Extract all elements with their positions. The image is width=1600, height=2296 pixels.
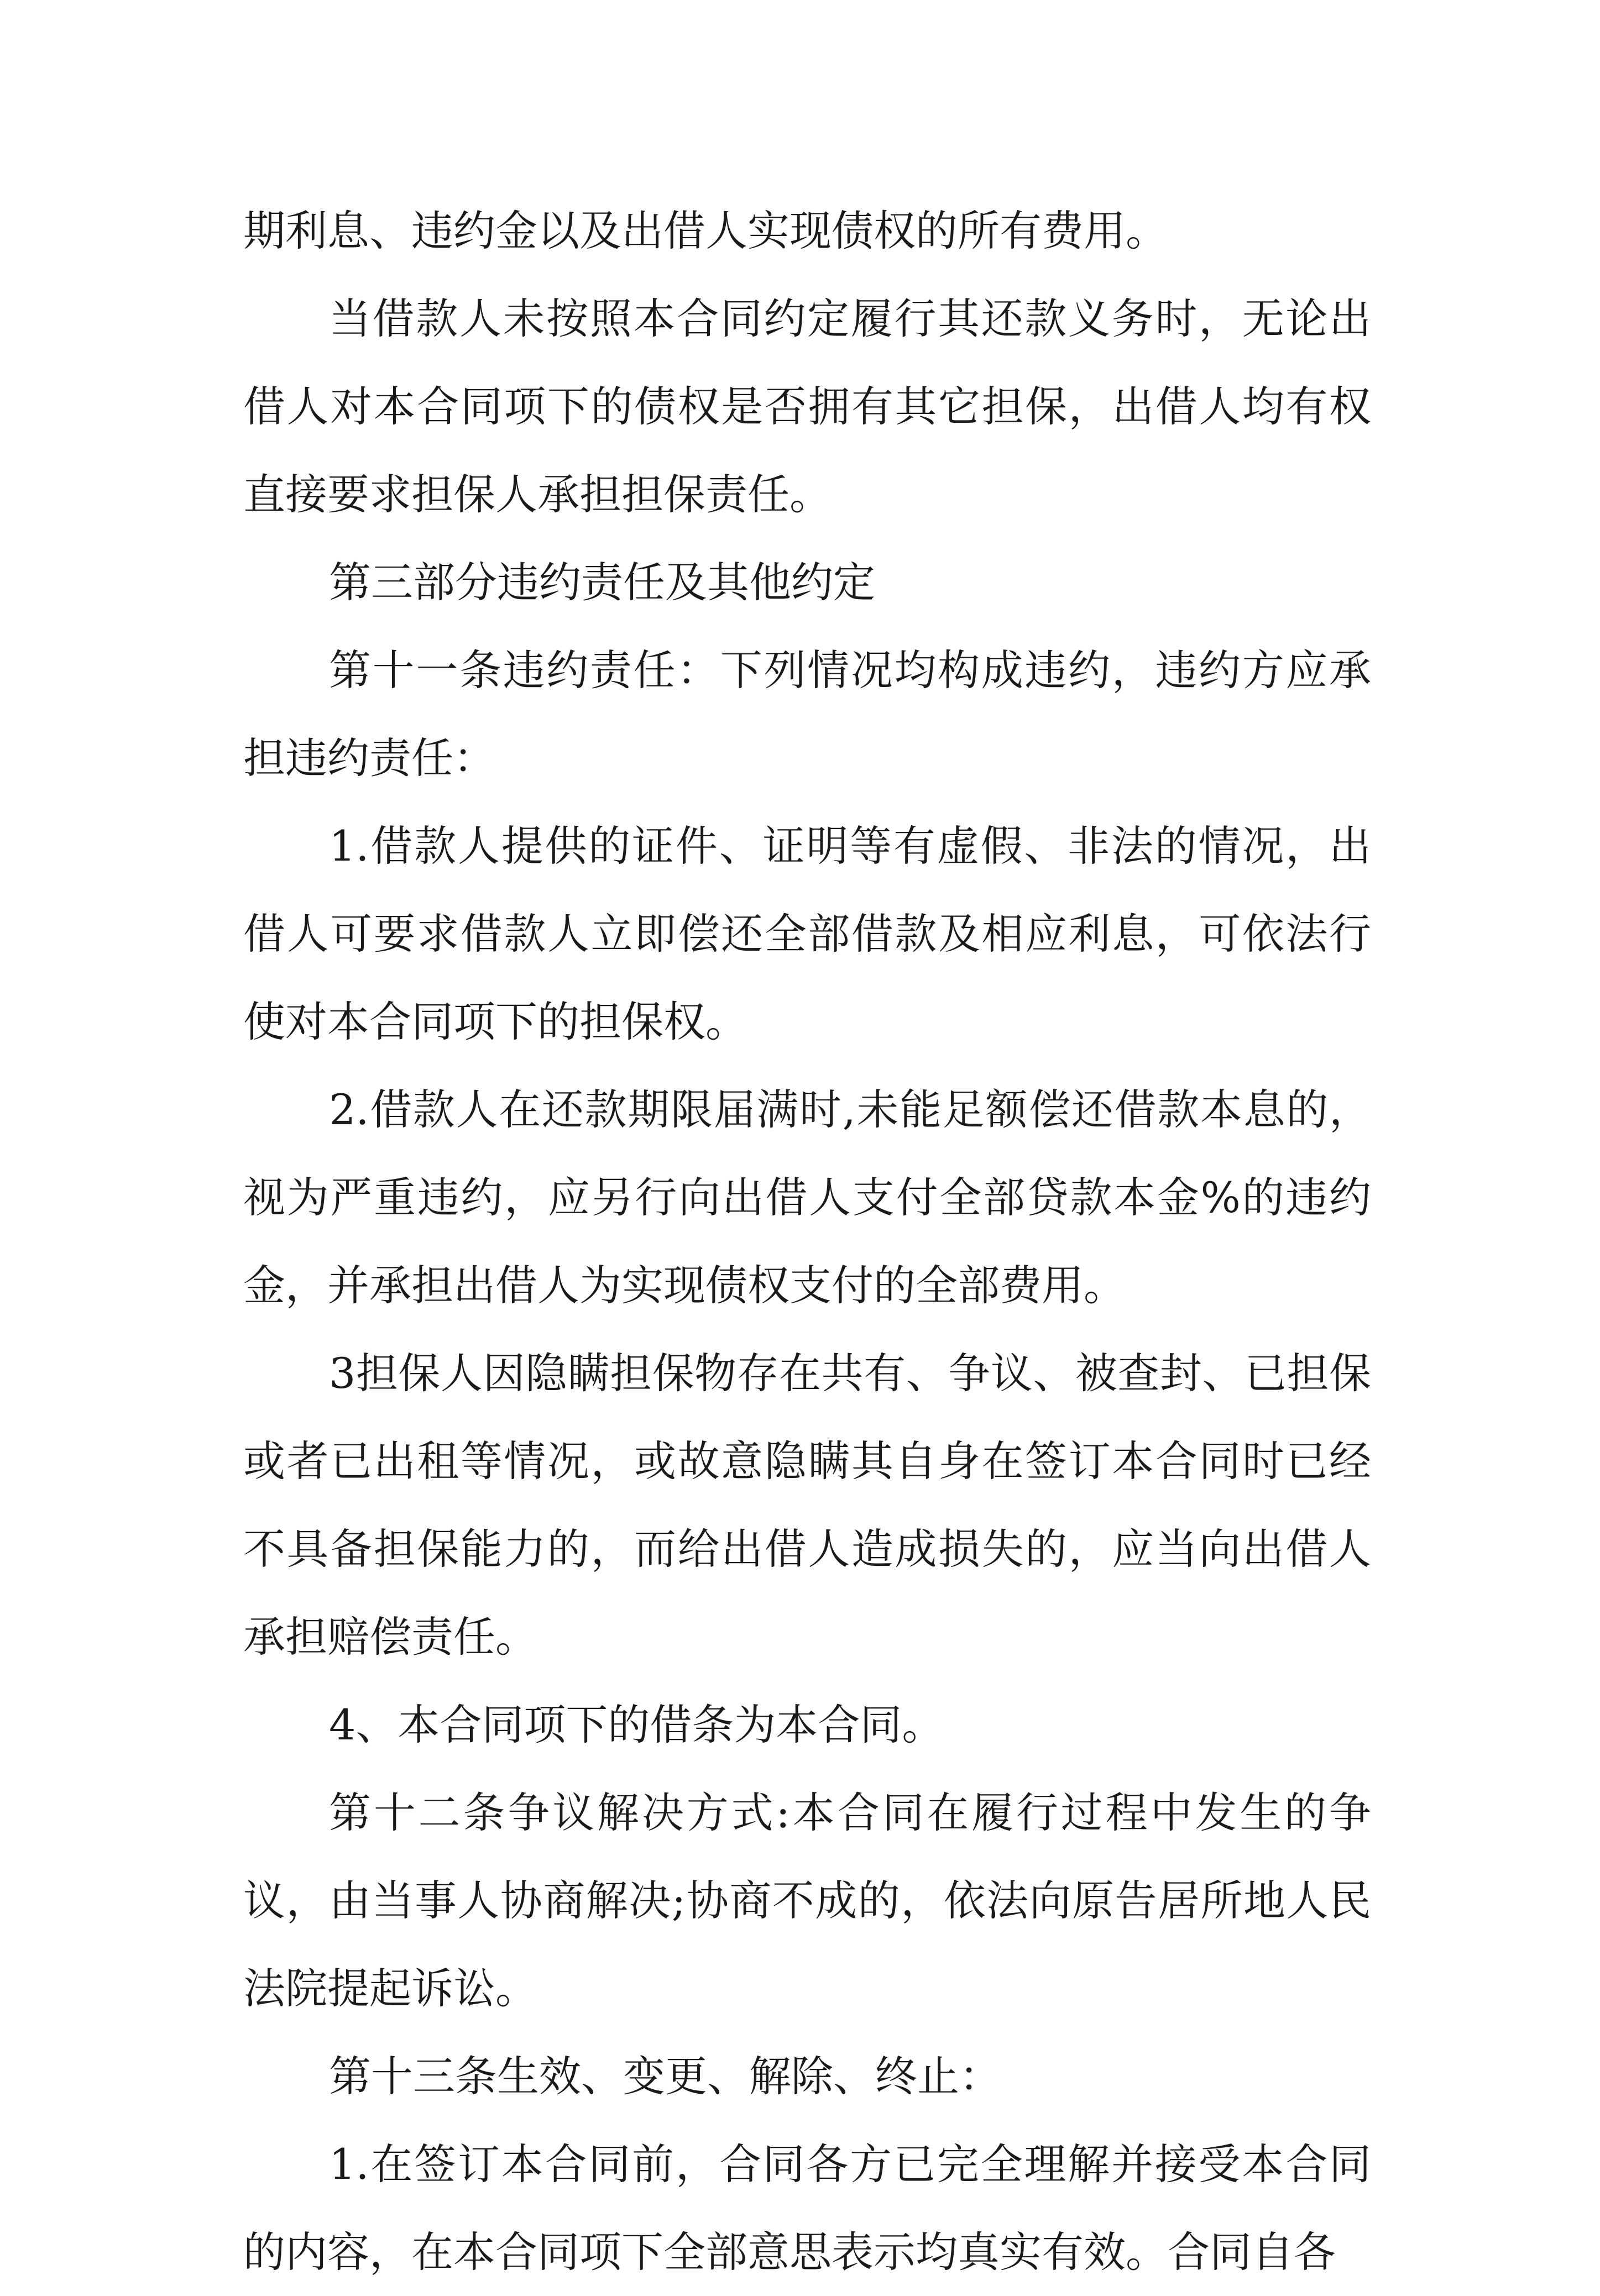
article-11-item-3: 3担保人因隐瞒担保物存在共有、争议、被查封、已担保或者已出租等情况，或故意隐瞒其自身在签订本合同时已经不具备担保能力的，而给出借人造成损失的，应当向出借人承担赔偿责任。 bbox=[243, 1349, 1371, 1661]
section-heading-part-three: 第三部分违约责任及其他约定 bbox=[329, 558, 875, 607]
article-13-heading: 第十三条生效、变更、解除、终止： bbox=[329, 2052, 1001, 2101]
article-11-heading: 第十一条违约责任：下列情况均构成违约，违约方应承担违约责任： bbox=[243, 646, 1371, 783]
article-13-item-1: 1.在签订本合同前，合同各方已完全理解并接受本合同的内容，在本合同项下全部意思表示均真实有效。合同自各 bbox=[243, 2140, 1371, 2277]
paragraph-1: 期利息、违约金以及出借人实现债权的所有费用。 bbox=[243, 206, 1168, 255]
paragraph-2: 当借款人未按照本合同约定履行其还款义务时，无论出借人对本合同项下的债权是否拥有其它担保，出借人均有权直接要求担保人承担担保责任。 bbox=[243, 294, 1371, 519]
document-body bbox=[243, 187, 1371, 2296]
article-12: 第十二条争议解决方式:本合同在履行过程中发生的争议，由当事人协商解决;协商不成的，依法向原告居所地人民法院提起诉讼。 bbox=[243, 1788, 1371, 2013]
article-11-item-2: 2.借款人在还款期限届满时,未能足额偿还借款本息的，视为严重违约，应另行向出借人支付全部贷款本金%的违约金，并承担出借人为实现债权支付的全部费用。 bbox=[243, 1085, 1371, 1310]
article-11-item-4: 4、本合同项下的借条为本合同。 bbox=[329, 1700, 944, 1749]
article-11-item-1: 1.借款人提供的证件、证明等有虚假、非法的情况，出借人可要求借款人立即偿还全部借款及相应利息，可依法行使对本合同项下的担保权。 bbox=[243, 821, 1371, 1046]
